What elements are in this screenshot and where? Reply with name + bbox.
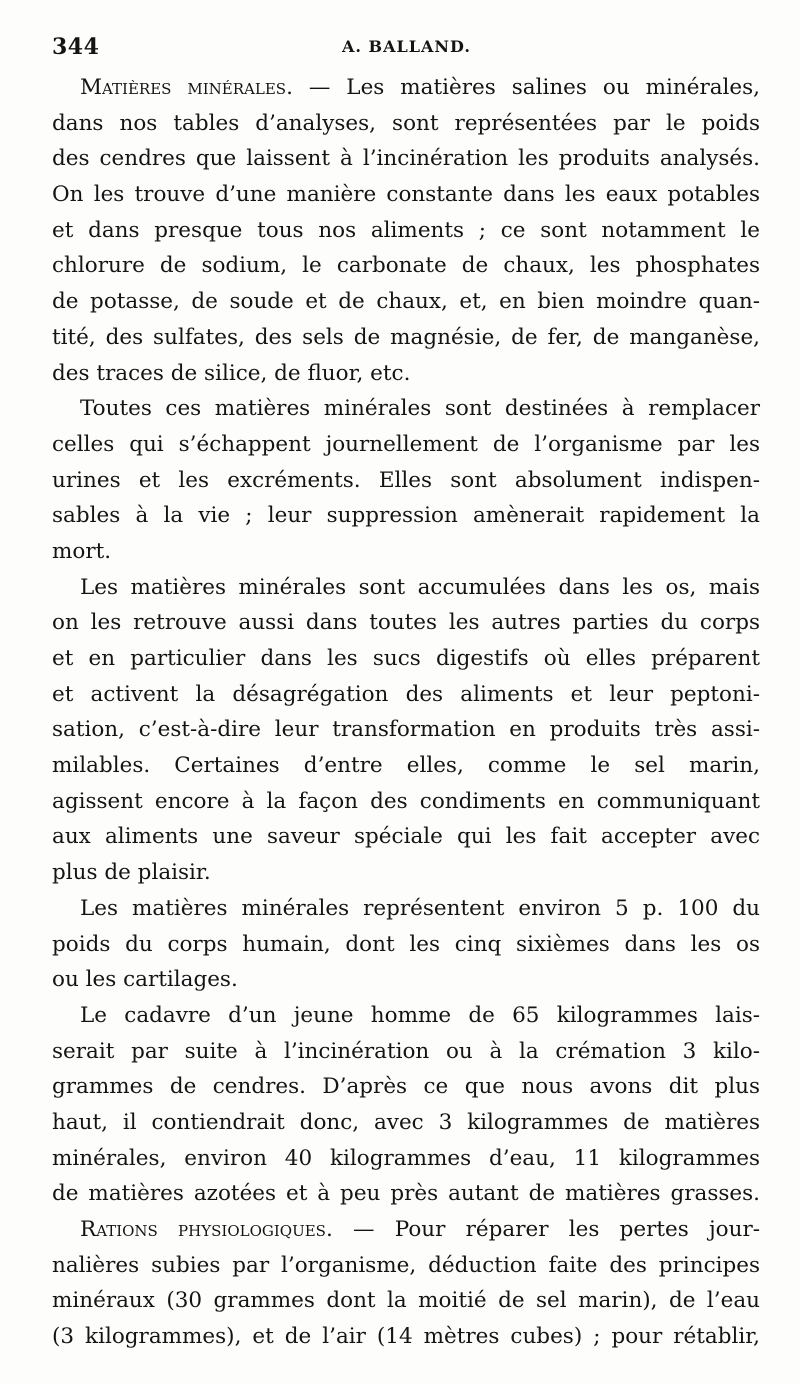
text-line: (3 kilogrammes), et de l’air (14 mètres cubes) ; pour rétablir, — [52, 1324, 760, 1350]
page-number: 344 — [52, 34, 100, 60]
text-line: mort. — [52, 538, 112, 564]
text-line: milables. Certaines d’entre elles, comme le sel marin, — [52, 753, 760, 779]
text-line: de potasse, de soude et de chaux, et, en bien moindre quan- — [52, 289, 760, 315]
text-line: ou les cartilages. — [52, 967, 238, 993]
text-line: tité, des sulfates, des sels de magnésie, de fer, de manganèse, — [52, 324, 760, 350]
text-line: minérales, environ 40 kilogrammes d’eau, 11 kilogrammes — [52, 1145, 760, 1171]
text-line: on les retrouve aussi dans toutes les autres parties du corps — [52, 610, 760, 636]
text-line: des traces de silice, de fluor, etc. — [52, 360, 411, 386]
text-line: poids du corps humain, dont les cinq sixièmes dans les os — [52, 931, 760, 957]
text-line: minéraux (30 grammes dont la moitié de sel marin), de l’eau — [52, 1288, 760, 1314]
text-line: chlorure de sodium, le carbonate de chaux, les phosphates — [52, 253, 760, 279]
text-line: grammes de cendres. D’après ce que nous avons dit plus — [52, 1074, 760, 1100]
text-line — [52, 70, 760, 106]
line-text: . — Pour réparer les pertes jour- — [325, 1217, 760, 1242]
text-line: haut, il contiendrait donc, avec 3 kilogrammes de matières — [52, 1109, 760, 1135]
text-line: agissent encore à la façon des condiments en communiquant — [52, 788, 760, 814]
text-line: nalières subies par l’organisme, déduction faite des principes — [52, 1252, 760, 1278]
page-header — [52, 30, 760, 64]
body-text — [52, 70, 760, 1355]
text-line: Le cadavre d’un jeune homme de 65 kilogrammes lais- — [80, 1002, 760, 1028]
text-line: urines et les excréments. Elles sont absolument indispen- — [52, 467, 760, 493]
text-line: de matières azotées et à peu près autant de matières grasses. — [52, 1181, 760, 1207]
text-line: et activent la désagrégation des aliments et leur peptoni- — [52, 681, 760, 707]
text-line: des cendres que laissent à l’incinération les produits analysés. — [52, 146, 760, 172]
text-line: Les matières minérales sont accumulées dans les os, mais — [80, 574, 760, 600]
line-text: . — Les matières salines ou minérales, — [286, 75, 761, 100]
text-line: plus de plaisir. — [52, 860, 211, 886]
text-line: celles qui s’échappent journellement de l’organisme par les — [52, 431, 760, 457]
text-line: et dans presque tous nos aliments ; ce sont notamment le — [52, 217, 760, 243]
section-heading: Matières minérales — [80, 75, 287, 100]
text-line: serait par suite à l’incinération ou à la crémation 3 kilo- — [52, 1038, 760, 1064]
running-head: A. BALLAND. — [342, 37, 471, 56]
text-line: sables à la vie ; leur suppression amènerait rapidement la — [52, 503, 760, 529]
text-line: sation, c’est-à-dire leur transformation en produits très assi- — [52, 717, 760, 743]
text-line: et en particulier dans les sucs digestifs où elles préparent — [52, 646, 760, 671]
text-line: On les trouve d’une manière constante dans les eaux potables — [52, 182, 760, 208]
text-line — [52, 1212, 760, 1248]
text-line: Les matières minérales représentent environ 5 p. 100 du — [80, 895, 760, 921]
text-line: dans nos tables d’analyses, sont représentées par le poids — [52, 110, 760, 136]
section-heading: Rations physiologiques — [80, 1217, 326, 1242]
text-line: Toutes ces matières minérales sont destinées à remplacer — [80, 396, 760, 422]
text-line: aux aliments une saveur spéciale qui les fait accepter avec — [52, 824, 760, 850]
